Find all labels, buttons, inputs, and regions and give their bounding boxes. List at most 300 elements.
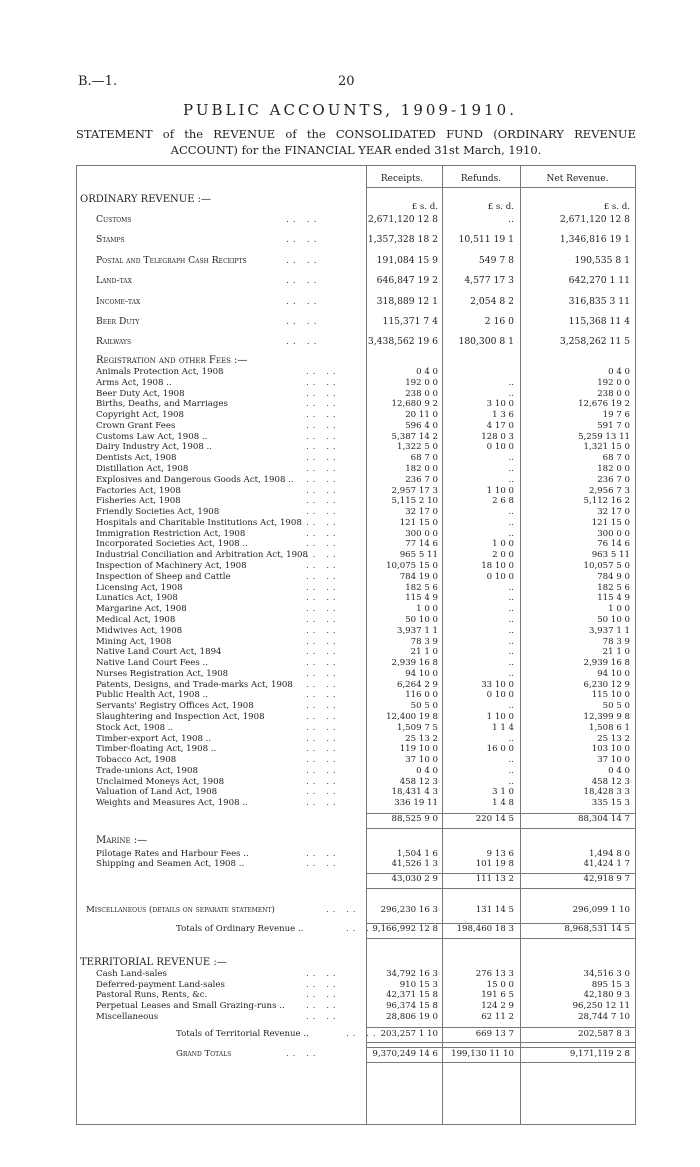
leader-dots: .. ..	[286, 275, 321, 287]
net-revenue-cell: 32 17 0	[597, 507, 630, 518]
marine-row	[76, 858, 636, 870]
net-revenue-cell: 316,835 3 11	[568, 295, 630, 307]
receipts-cell: £ s. d.	[411, 202, 438, 212]
leader-dots: .. ..	[306, 464, 340, 475]
leader-dots: .. ..	[286, 234, 321, 246]
rule-bottom	[76, 1124, 636, 1125]
refunds-cell: ..	[508, 765, 514, 776]
page-number: 20	[338, 74, 355, 89]
leader-dots: .. ..	[326, 905, 360, 915]
net-revenue-cell: 1,346,816 19 1	[559, 234, 630, 246]
receipts-cell: 25 13 2	[405, 733, 438, 744]
refunds-cell: ..	[508, 668, 514, 679]
net-revenue-cell: 5,112 16 2	[583, 496, 630, 507]
refunds-cell: 15 0 0	[486, 979, 514, 990]
receipts-cell: 9,370,249 14 6	[372, 1049, 438, 1059]
net-revenue-cell: 1,508 6 1	[588, 722, 630, 733]
receipts-cell: 458 12 3	[399, 776, 438, 787]
receipts-cell: 9,166,992 12 8	[372, 924, 438, 934]
row-label: Cash Land-sales	[96, 969, 167, 979]
net-revenue-cell: 42,180 9 3	[583, 990, 630, 1001]
receipts-cell: 318,889 12 1	[376, 295, 438, 307]
leader-dots: .. ..	[306, 571, 340, 582]
refunds-cell: 220 14 5	[475, 814, 514, 824]
receipts-cell: 182 0 0	[405, 464, 438, 475]
row-label: Animals Protection Act, 1908	[96, 367, 224, 377]
leader-dots: .. ..	[306, 593, 340, 604]
net-revenue-cell: 591 7 0	[597, 420, 630, 431]
marine-heading: Marine :—	[96, 835, 148, 846]
row-label: Incorporated Societies Act, 1908 ..	[96, 539, 248, 550]
leader-dots: .. ..	[286, 254, 321, 266]
refunds-cell: 124 2 9	[481, 1001, 514, 1012]
net-revenue-cell: 335 15 3	[591, 798, 630, 809]
receipts-cell: 5,387 14 2	[391, 431, 438, 442]
leader-dots: .. ..	[306, 442, 340, 453]
refunds-cell: ..	[508, 614, 514, 625]
receipts-cell: 236 7 0	[405, 474, 438, 485]
row-label: Unclaimed Moneys Act, 1908	[96, 776, 225, 787]
refunds-cell: 101 19 8	[475, 859, 514, 869]
leader-dots: .. ..	[306, 1001, 340, 1012]
refunds-cell: ..	[508, 582, 514, 593]
row-label: Deferred-payment Land-sales	[96, 979, 225, 990]
receipts-cell: 12,680 9 2	[391, 399, 438, 410]
refunds-cell: ..	[508, 755, 514, 766]
refunds-cell: 18 10 0	[481, 561, 514, 572]
receipts-cell: 116 0 0	[405, 690, 438, 701]
row-label: Land-tax	[96, 275, 132, 287]
net-revenue-cell: 96,250 12 11	[572, 1001, 630, 1012]
receipts-cell: 5,115 2 10	[391, 496, 438, 507]
refunds-cell: ..	[508, 453, 514, 464]
leader-dots: .. ..	[306, 528, 340, 539]
receipts-cell: 78 3 9	[410, 636, 438, 647]
row-label: Stamps	[96, 234, 125, 246]
leader-dots: .. ..	[306, 849, 340, 859]
refunds-cell: 0 10 0	[486, 442, 514, 453]
row-label: Dairy Industry Act, 1908 ..	[96, 442, 212, 453]
receipts-cell: 41,526 1 3	[391, 859, 438, 869]
net-revenue-cell: 963 5 11	[591, 550, 630, 561]
leader-dots: .. ..	[286, 316, 321, 327]
net-revenue-cell: 10,057 5 0	[583, 561, 630, 572]
receipts-cell: 50 10 0	[405, 614, 438, 625]
leader-dots: .. ..	[306, 647, 340, 658]
row-label: Distillation Act, 1908	[96, 464, 189, 475]
refunds-cell: ..	[508, 474, 514, 485]
refunds-cell: 2,054 8 2	[470, 295, 514, 307]
receipts-cell: 115,371 7 4	[382, 316, 438, 327]
receipts-cell: 1,357,328 18 2	[367, 234, 438, 246]
receipts-cell: 1,322 5 0	[396, 442, 438, 453]
miscellaneous-row	[76, 904, 636, 916]
row-label: Inspection of Sheep and Cattle	[96, 571, 231, 582]
net-revenue-cell: 3,258,262 11 5	[559, 336, 630, 348]
receipts-cell: 596 4 0	[405, 420, 438, 431]
leader-dots: .. ..	[306, 701, 340, 712]
fees-heading: Registration and other Fees :—	[96, 355, 248, 366]
net-revenue-cell: 642,270 1 11	[568, 275, 630, 287]
receipts-cell: 10,075 15 0	[386, 561, 438, 572]
leader-dots: .. ..	[306, 859, 340, 869]
receipts-cell: 18,431 4 3	[391, 787, 438, 798]
leader-dots: .. ..	[286, 336, 321, 348]
row-label: Nurses Registration Act, 1908	[96, 668, 229, 679]
row-label: Industrial Conciliation and Arbitration Act, 1908	[96, 550, 308, 561]
leader-dots: .. ..	[306, 979, 340, 990]
row-label: Inspection of Machinery Act, 1908	[96, 561, 247, 572]
refunds-cell: 16 0 0	[486, 744, 514, 755]
row-label: Fisheries Act, 1908	[96, 496, 181, 507]
row-label: Births, Deaths, and Marriages	[96, 399, 228, 410]
leader-dots: .. ..	[306, 614, 340, 625]
refunds-cell: 0 10 0	[486, 571, 514, 582]
receipts-cell: 20 11 0	[405, 410, 438, 421]
leader-dots: .. ..	[306, 765, 340, 776]
leader-dots: .. ..	[306, 679, 340, 690]
leader-dots: .. ..	[306, 668, 340, 679]
receipts-cell: 296,230 16 3	[380, 905, 438, 915]
column-refunds: Refunds.	[460, 174, 502, 184]
refunds-cell: ..	[508, 214, 514, 225]
receipts-cell: 3,438,562 19 6	[367, 336, 438, 348]
refunds-cell: ..	[508, 776, 514, 787]
net-revenue-cell: 1,494 8 0	[588, 849, 630, 859]
net-revenue-cell: 103 10 0	[591, 744, 630, 755]
grand-total-row	[76, 1048, 636, 1060]
net-revenue-cell: 2,671,120 12 8	[559, 214, 630, 225]
row-label: Public Health Act, 1908 ..	[96, 690, 209, 701]
main-revenue-row	[76, 275, 636, 287]
refunds-cell: 1 4 8	[492, 798, 514, 809]
receipts-cell: 37 10 0	[405, 755, 438, 766]
leader-dots: .. ..	[306, 399, 340, 410]
net-revenue-cell: 3,937 1 1	[588, 625, 630, 636]
receipts-cell: 336 19 11	[394, 798, 438, 809]
net-revenue-cell: 236 7 0	[597, 474, 630, 485]
receipts-cell: 2,939 16 8	[391, 658, 438, 669]
row-label: Factories Act, 1908	[96, 485, 181, 496]
net-revenue-cell: 458 12 3	[591, 776, 630, 787]
main-revenue-row	[76, 316, 636, 328]
refunds-cell: 62 11 2	[481, 1011, 514, 1022]
receipts-cell: 115 4 9	[405, 593, 438, 604]
refunds-cell: 180,300 8 1	[458, 336, 514, 348]
row-label: Valuation of Land Act, 1908	[96, 787, 218, 798]
net-revenue-cell: 115 10 0	[591, 690, 630, 701]
receipts-cell: 50 5 0	[410, 701, 438, 712]
leader-dots: .. ..	[306, 496, 340, 507]
main-revenue-row	[76, 214, 636, 226]
net-revenue-cell: 115,368 11 4	[568, 316, 630, 327]
receipts-cell: 646,847 19 2	[376, 275, 438, 287]
refunds-cell: 3 10 0	[486, 399, 514, 410]
units-row	[76, 201, 636, 213]
net-revenue-cell: 784 9 0	[597, 571, 630, 582]
main-revenue-row	[76, 296, 636, 308]
net-revenue-cell: 300 0 0	[597, 528, 630, 539]
row-label: Beer Duty	[96, 316, 140, 327]
main-revenue-row	[76, 234, 636, 246]
refunds-cell: ..	[508, 507, 514, 518]
row-label: Totals of Ordinary Revenue ..	[176, 924, 304, 934]
leader-dots: .. ..	[306, 539, 340, 550]
refunds-cell: 549 7 8	[478, 254, 514, 266]
refunds-cell: ..	[508, 593, 514, 604]
row-label: Stock Act, 1908 ..	[96, 722, 174, 733]
row-label: Pilotage Rates and Harbour Fees ..	[96, 849, 249, 859]
net-revenue-cell: 296,099 1 10	[572, 905, 630, 915]
row-label: Slaughtering and Inspection Act, 1908	[96, 711, 265, 722]
net-revenue-cell: 50 10 0	[597, 614, 630, 625]
net-revenue-cell: 192 0 0	[597, 377, 630, 388]
receipts-cell: 88,525 9 0	[391, 814, 438, 824]
net-revenue-cell: 8,968,531 14 5	[564, 924, 630, 934]
leader-dots: .. ..	[306, 550, 340, 561]
receipts-cell: 300 0 0	[405, 528, 438, 539]
column-receipts: Receipts.	[380, 174, 424, 184]
row-label: Totals of Territorial Revenue ..	[176, 1029, 309, 1039]
receipts-cell: 191,084 15 9	[376, 254, 438, 266]
refunds-cell: ..	[508, 647, 514, 658]
leader-dots: .. ..	[306, 431, 340, 442]
row-label: Grand Totals	[176, 1049, 232, 1059]
net-revenue-cell: 202,587 8 3	[578, 1029, 630, 1039]
refunds-cell: 9 13 6	[486, 849, 514, 859]
receipts-cell: 21 1 0	[410, 647, 438, 658]
main-revenue-row	[76, 255, 636, 267]
refunds-cell: ..	[508, 464, 514, 475]
receipts-cell: 119 10 0	[399, 744, 438, 755]
ordinary-revenue-heading: ORDINARY REVENUE :—	[80, 194, 212, 205]
leader-dots: .. ..	[306, 690, 340, 701]
row-label: Medical Act, 1908	[96, 614, 176, 625]
receipts-cell: 2,957 17 3	[391, 485, 438, 496]
row-label: Friendly Societies Act, 1908	[96, 507, 220, 518]
territorial-total-row	[76, 1028, 636, 1040]
leader-dots: .. ..	[306, 377, 340, 388]
receipts-cell: 3,937 1 1	[396, 625, 438, 636]
row-label: Miscellaneous (details on separate statement)	[86, 905, 275, 915]
leader-dots: .. ..	[306, 410, 340, 421]
net-revenue-cell: 50 5 0	[602, 701, 630, 712]
row-label: Pastoral Runs, Rents, &c.	[96, 990, 208, 1001]
net-revenue-cell: 190,535 8 1	[574, 254, 630, 266]
leader-dots: .. ..	[306, 776, 340, 787]
refunds-cell: ..	[508, 388, 514, 399]
refunds-cell: ..	[508, 701, 514, 712]
net-revenue-cell: 25 13 2	[597, 733, 630, 744]
refunds-cell: 2 6 8	[492, 496, 514, 507]
receipts-cell: 192 0 0	[405, 377, 438, 388]
receipts-cell: 1 0 0	[416, 604, 438, 615]
refunds-cell: 2 0 0	[492, 550, 514, 561]
refunds-cell: 669 13 7	[475, 1029, 514, 1039]
row-label: Customs	[96, 214, 132, 225]
row-label: Income-tax	[96, 295, 141, 307]
row-label: Margarine Act, 1908	[96, 604, 187, 615]
net-revenue-cell: 88,304 14 7	[578, 814, 630, 824]
leader-dots: .. ..	[306, 755, 340, 766]
receipts-cell: 43,030 2 9	[391, 874, 438, 884]
refunds-cell: ..	[508, 517, 514, 528]
leader-dots: .. ..	[306, 1011, 340, 1022]
net-revenue-cell: 34,516 3 0	[583, 969, 630, 979]
refunds-cell: 4 17 0	[486, 420, 514, 431]
leader-dots: .. ..	[286, 214, 321, 225]
net-revenue-cell: 19 7 6	[602, 410, 630, 421]
row-label: Weights and Measures Act, 1908 ..	[96, 798, 248, 809]
refunds-cell: £ s. d.	[487, 202, 514, 212]
refunds-cell: 191 6 5	[481, 990, 514, 1001]
row-label: Midwives Act, 1908	[96, 625, 183, 636]
leader-dots: .. ..	[306, 744, 340, 755]
row-label: Arms Act, 1908 ..	[96, 377, 172, 388]
net-revenue-cell: 2,939 16 8	[583, 658, 630, 669]
receipts-cell: 28,806 19 0	[386, 1011, 438, 1022]
column-net-revenue: Net Revenue.	[546, 174, 609, 184]
receipts-cell: 68 7 0	[410, 453, 438, 464]
fee-row	[76, 797, 636, 809]
row-label: Customs Law Act, 1908 ..	[96, 431, 208, 442]
net-revenue-cell: 1 0 0	[608, 604, 630, 615]
net-revenue-cell: 76 14 6	[597, 539, 630, 550]
row-label: Dentists Act, 1908	[96, 453, 177, 464]
leader-dots: .. ..	[306, 474, 340, 485]
refunds-cell: 111 13 2	[475, 874, 514, 884]
leader-dots: .. ..	[346, 1029, 380, 1039]
territorial-row	[76, 1011, 636, 1023]
leader-dots: .. ..	[306, 787, 340, 798]
refunds-cell: 128 0 3	[481, 431, 514, 442]
receipts-cell: 1,509 7 5	[396, 722, 438, 733]
row-label: Shipping and Seamen Act, 1908 ..	[96, 859, 245, 869]
leader-dots: .. ..	[306, 658, 340, 669]
row-label: Native Land Court Act, 1894	[96, 647, 222, 658]
row-label: Native Land Court Fees ..	[96, 658, 208, 669]
refunds-cell: 276 13 3	[475, 969, 514, 979]
fees-total-row	[76, 813, 636, 825]
receipts-cell: 121 15 0	[399, 517, 438, 528]
refunds-cell: 199,130 11 10	[451, 1049, 514, 1059]
page-title: PUBLIC ACCOUNTS, 1909-1910.	[183, 101, 517, 119]
leader-dots: .. ..	[306, 604, 340, 615]
row-label: Patents, Designs, and Trade-marks Act, 1908	[96, 679, 293, 690]
refunds-cell: ..	[508, 636, 514, 647]
refunds-cell: ..	[508, 528, 514, 539]
refunds-cell: ..	[508, 604, 514, 615]
refunds-cell: 33 10 0	[481, 679, 514, 690]
net-revenue-cell: 0 4 0	[608, 367, 630, 377]
net-revenue-cell: 182 5 6	[597, 582, 630, 593]
territorial-revenue-heading: TERRITORIAL REVENUE :—	[80, 957, 227, 968]
net-revenue-cell: 41,424 1 7	[583, 859, 630, 869]
receipts-cell: 203,257 1 10	[380, 1029, 438, 1039]
leader-dots: .. ..	[306, 722, 340, 733]
ordinary-total-row	[76, 923, 636, 935]
leader-dots: .. ..	[306, 733, 340, 744]
net-revenue-cell: 6,230 12 9	[583, 679, 630, 690]
leader-dots: .. ..	[306, 969, 340, 979]
leader-dots: .. ..	[306, 561, 340, 572]
row-label: Postal and Telegraph Cash Receipts	[96, 254, 247, 266]
refunds-cell: 10,511 19 1	[458, 234, 514, 246]
leader-dots: .. ..	[306, 990, 340, 1001]
receipts-cell: 77 14 6	[405, 539, 438, 550]
refunds-cell: 131 14 5	[475, 905, 514, 915]
marine-total-row	[76, 873, 636, 885]
row-label: Crown Grant Fees	[96, 420, 176, 431]
net-revenue-cell: 18,428 3 3	[583, 787, 630, 798]
rule-header	[366, 187, 636, 188]
statement-line-2: ACCOUNT) for the FINANCIAL YEAR ended 31st March, 1910.	[170, 143, 542, 157]
receipts-cell: 2,671,120 12 8	[367, 214, 438, 225]
net-revenue-cell: 12,399 9 8	[583, 711, 630, 722]
row-label: Lunatics Act, 1908	[96, 593, 178, 604]
net-revenue-cell: 37 10 0	[597, 755, 630, 766]
leader-dots: .. ..	[286, 295, 321, 307]
refunds-cell: 4,577 17 3	[464, 275, 514, 287]
row-label: Copyright Act, 1908	[96, 410, 184, 421]
row-label: Beer Duty Act, 1908	[96, 388, 185, 399]
leader-dots: .. ..	[306, 582, 340, 593]
row-label: Trade-unions Act, 1908	[96, 765, 198, 776]
statement-line-1: STATEMENT of the REVENUE of the CONSOLIDATED FUND (ORDINARY REVENUE	[76, 127, 636, 141]
net-revenue-cell: 115 4 9	[597, 593, 630, 604]
net-revenue-cell: 94 10 0	[597, 668, 630, 679]
leader-dots: .. ..	[306, 507, 340, 518]
refunds-cell: 1 10 0	[486, 485, 514, 496]
net-revenue-cell: 1,321 15 0	[583, 442, 630, 453]
report-code: B.—1.	[78, 74, 118, 89]
leader-dots: .. ..	[306, 517, 340, 528]
refunds-cell: ..	[508, 733, 514, 744]
receipts-cell: 96,374 15 8	[386, 1001, 438, 1012]
leader-dots: .. ..	[306, 485, 340, 496]
refunds-cell: ..	[508, 658, 514, 669]
receipts-cell: 910 15 3	[399, 979, 438, 990]
row-label: Servants' Registry Offices Act, 1908	[96, 701, 254, 712]
refunds-cell: ..	[508, 377, 514, 388]
refunds-cell: 1 1 4	[492, 722, 514, 733]
net-revenue-cell: 0 4 0	[608, 765, 630, 776]
row-label: Immigration Restriction Act, 1908	[96, 528, 246, 539]
refunds-cell: 1 3 6	[492, 410, 514, 421]
net-revenue-cell: 21 1 0	[602, 647, 630, 658]
refunds-cell: 1 0 0	[492, 539, 514, 550]
row-label: Perpetual Leases and Small Grazing-runs ..	[96, 1001, 285, 1012]
row-label: Miscellaneous	[96, 1011, 159, 1022]
rule-top	[76, 165, 636, 166]
leader-dots: .. ..	[306, 625, 340, 636]
leader-dots: .. ..	[306, 798, 340, 809]
refunds-cell: 1 10 0	[486, 711, 514, 722]
main-revenue-row	[76, 336, 636, 348]
receipts-cell: 784 19 0	[399, 571, 438, 582]
refunds-cell: 198,460 18 3	[456, 924, 514, 934]
net-revenue-cell: 2,956 7 3	[588, 485, 630, 496]
leader-dots: .. ..	[286, 1049, 320, 1059]
row-label: Timber-floating Act, 1908 ..	[96, 744, 217, 755]
leader-dots: .. ..	[306, 388, 340, 399]
net-revenue-cell: 238 0 0	[597, 388, 630, 399]
net-revenue-cell: 28,744 7 10	[578, 1011, 630, 1022]
receipts-cell: 1,504 1 6	[396, 849, 438, 859]
leader-dots: .. ..	[306, 453, 340, 464]
receipts-cell: 238 0 0	[405, 388, 438, 399]
receipts-cell: 0 4 0	[416, 765, 438, 776]
